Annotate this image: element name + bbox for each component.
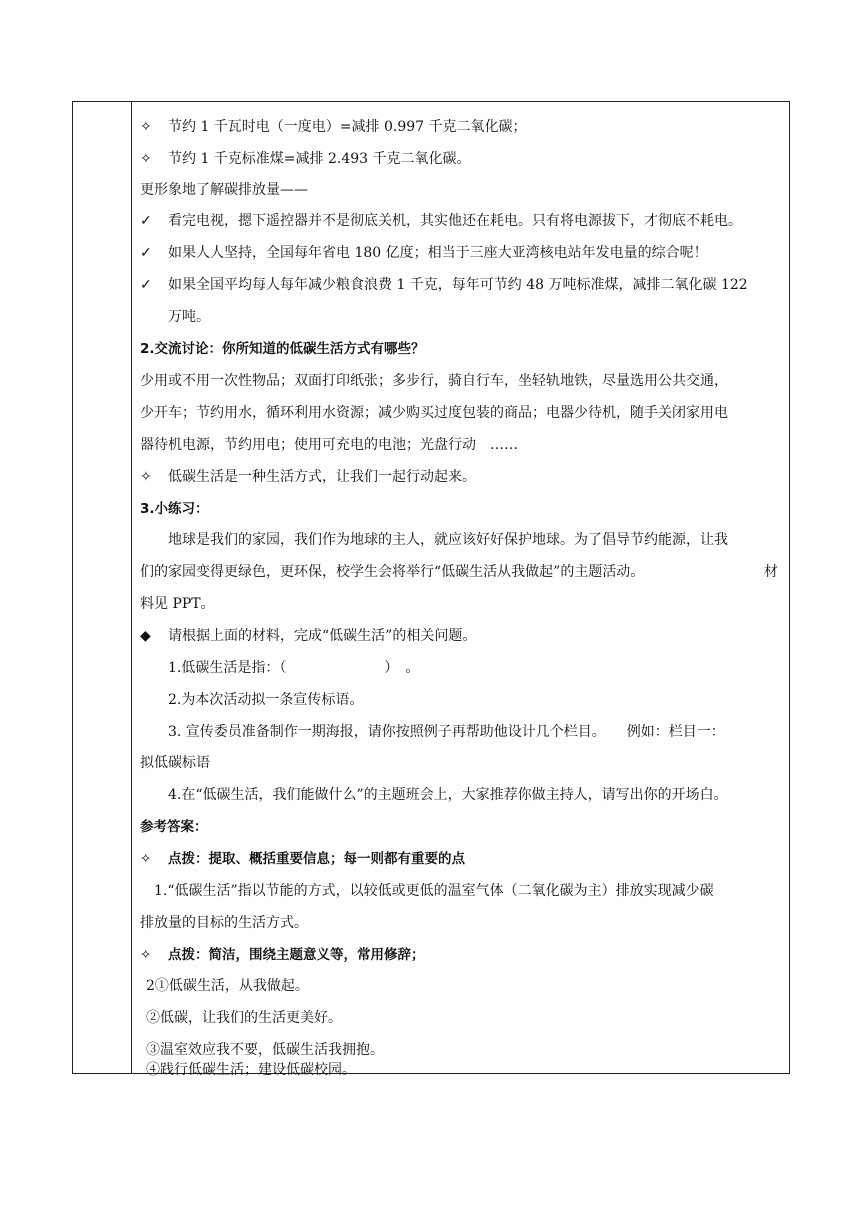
check-line (140, 244, 708, 262)
text-line: 点拨：简洁，围绕主题意义等，常用修辞； (168, 947, 425, 963)
diamond-filled-icon: ◆ (140, 628, 151, 644)
text-line: 们的家园变得更绿色，更环保，校学生会将举行“低碳生活从我做起”的主题活动。 (140, 564, 645, 580)
check-line (140, 212, 742, 230)
hint-line (140, 850, 465, 868)
text-line: 点拨：提取、概括重要信息；每一则都有重要的点 (168, 851, 465, 867)
text-line: ③温室效应我不要，低碳生活我拥抱。 (146, 1042, 384, 1058)
checkmark-icon: ✓ (140, 277, 152, 293)
section-heading: 参考答案： (140, 819, 208, 835)
diamond-outline-icon: ✧ (140, 947, 152, 963)
bullet-line (140, 627, 476, 645)
text-line: 如果人人坚持，全国每年省电 180 亿度；相当于三座大亚湾核电站年发电量的综合呢！ (168, 245, 708, 261)
text-line: 器待机电源，节约用电；使用可充电的电池；光盘行动 …… (140, 437, 518, 453)
text-line: 更形象地了解碳排放量—— (140, 182, 308, 198)
text-line: 少用或不用一次性物品；双面打印纸张；多步行，骑自行车，坐轻轨地铁，尽量选用公共交通， (140, 373, 728, 389)
diamond-outline-icon: ✧ (140, 119, 152, 135)
text-line: ④践行低碳生活；建设低碳校园。 (146, 1062, 356, 1078)
check-line (140, 276, 748, 294)
column-divider (131, 102, 132, 1073)
text-line: 2①低碳生活，从我做起。 (146, 978, 309, 994)
bullet-line (140, 118, 527, 136)
text-line: 料见 PPT。 (140, 596, 215, 612)
diamond-outline-icon: ✧ (140, 151, 152, 167)
bullet-line (140, 150, 471, 168)
text-line: 节约 1 千克标准煤=减排 2.493 千克二氧化碳。 (168, 151, 471, 167)
text-line: 节约 1 千瓦时电（一度电）=减排 0.997 千克二氧化碳； (168, 119, 527, 135)
text-line: 4.在“低碳生活，我们能做什么”的主题班会上，大家推荐你做主持人，请写出你的开场白。 (168, 787, 728, 803)
checkmark-icon: ✓ (140, 213, 152, 229)
text-line: 看完电视，摁下遥控器并不是彻底关机，其实他还在耗电。只有将电源拔下，才彻底不耗电。 (168, 213, 742, 229)
text-line: 1.低碳生活是指：（ ） 。 (168, 660, 420, 676)
text-line: 排放量的目标的生活方式。 (140, 915, 308, 931)
section-heading: 2.交流讨论：你所知道的低碳生活方式有哪些？ (140, 341, 425, 357)
diamond-outline-icon: ✧ (140, 851, 152, 867)
text-line: ②低碳，让我们的生活更美好。 (146, 1010, 342, 1026)
text-line: 2.为本次活动拟一条宣传标语。 (168, 692, 364, 708)
text-line: 如果全国平均每人每年减少粮食浪费 1 千克，每年可节约 48 万吨标准煤，减排二氧化碳 122 (168, 277, 748, 293)
text-line: 低碳生活是一种生活方式，让我们一起行动起来。 (168, 469, 476, 485)
text-line: 材 (764, 564, 778, 580)
text-line: 拟低碳标语 (140, 755, 210, 771)
text-line: 地球是我们的家园，我们作为地球的主人，就应该好好保护地球。为了倡导节约能源，让我 (168, 532, 728, 548)
text-line: 万吨。 (168, 309, 210, 325)
checkmark-icon: ✓ (140, 245, 152, 261)
text-line: 少开车；节约用水，循环利用水资源；减少购买过度包装的商品；电器少待机，随手关闭家用电 (140, 405, 728, 421)
text-line: 3. 宣传委员准备制作一期海报，请你按照例子再帮助他设计几个栏目。 例如：栏目一： (168, 724, 725, 740)
content-table (72, 101, 790, 1078)
bullet-line (140, 468, 476, 486)
diamond-outline-icon: ✧ (140, 469, 152, 485)
hint-line (140, 946, 425, 964)
section-heading: 3.小练习： (140, 501, 209, 517)
text-line: 请根据上面的材料，完成“低碳生活”的相关问题。 (168, 628, 477, 644)
text-line: 1.“低碳生活”指以节能的方式，以较低或更低的温室气体（二氧化碳为主）排放实现减少碳 (154, 883, 714, 899)
